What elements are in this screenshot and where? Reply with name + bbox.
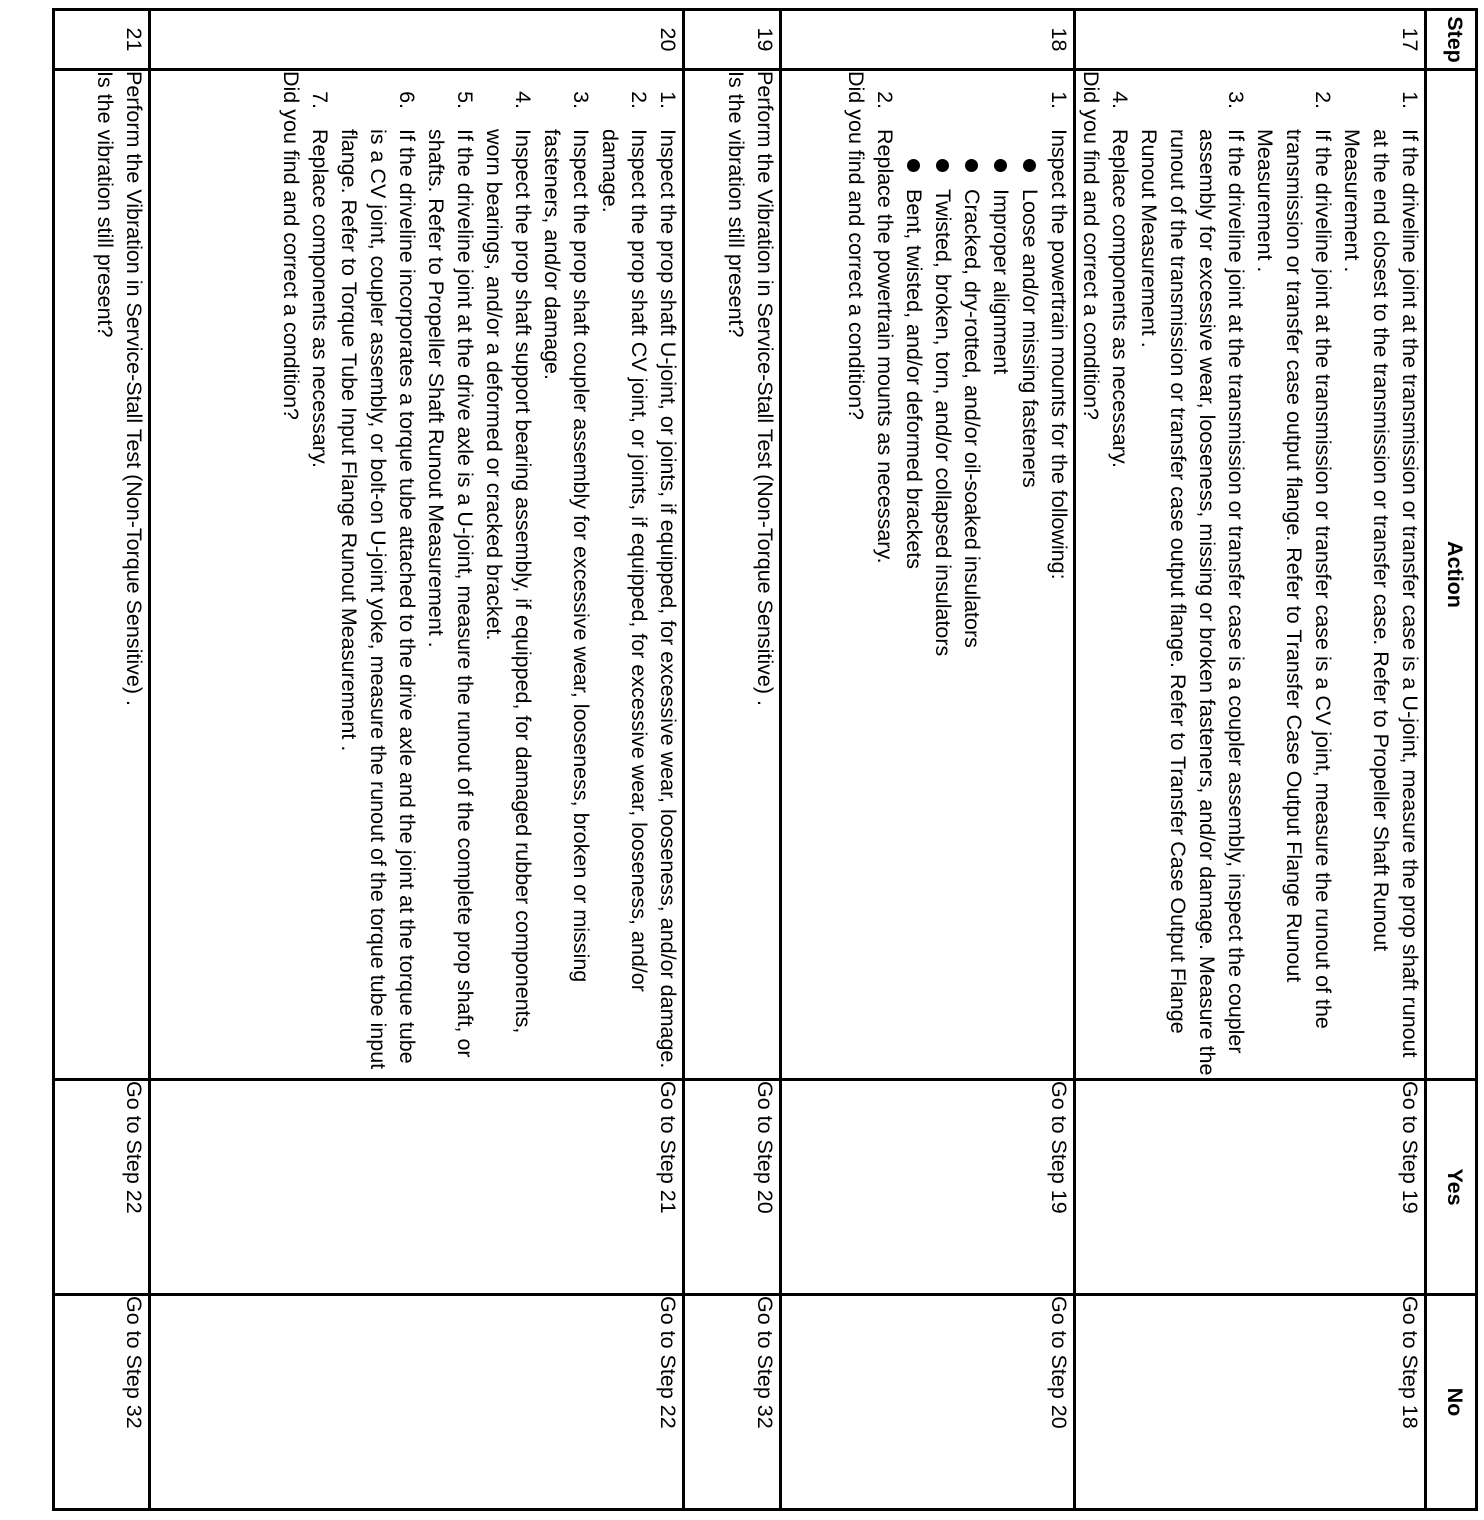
- action-item: [899, 115, 1073, 1078]
- step-number: 21: [54, 10, 150, 70]
- action-item: 7. Replace components as necessary.: [305, 115, 334, 1078]
- action-item: 3. If the driveline joint at the transmission or transfer case is a coupler assembly, inspect the coupler assembly for excessive wear, looseness, missing or broken fasteners, and/or damage. Measure the runout of the transmission or transfer case output flange. Refer to Transfer Case Output Flange Runout Measurement .: [1134, 115, 1250, 1078]
- action-text: Perform the Vibration in Service-Stall Test (Non-Torque Sensitive) .: [753, 71, 777, 706]
- action-item: 2. Inspect the prop shaft CV joint, or joints, if equipped, for excessive wear, looseness, and/or damage.: [595, 115, 653, 1078]
- action-list: [870, 71, 1073, 1078]
- yes-cell: Go to Step 19: [781, 1080, 1075, 1295]
- no-cell: Go to Step 22: [150, 1295, 684, 1510]
- action-item: 4. Inspect the prop shaft support bearing assembly, if equipped, for damaged rubber components, worn bearings, and/or a deformed or cracked bracket.: [479, 115, 537, 1078]
- action-list: [305, 71, 682, 1078]
- no-cell: Go to Step 32: [54, 1295, 150, 1510]
- question: Is the vibration still present?: [93, 71, 117, 338]
- table-row: [1075, 10, 1426, 1510]
- step-number: 20: [150, 10, 684, 70]
- action-item: 6. If the driveline incorporates a torque tube attached to the drive axle and the joint at the torque tube is a CV joint, coupler assembly, or bolt-on U-joint yoke, measure the runout of the torque tube input flange. Refer to Torque Tube Input Flange Runout Measurement .: [334, 115, 421, 1078]
- bullet-item: Cracked, dry-rotted, and/or oil-soaked insulators: [957, 159, 986, 1078]
- action-item: 3. Inspect the prop shaft coupler assembly for excessive wear, looseness, broken or missing fasteners, and/or damage.: [537, 115, 595, 1078]
- question: Did you find and correct a condition?: [844, 71, 868, 420]
- no-cell: Go to Step 20: [781, 1295, 1075, 1510]
- bullet-item: Twisted, broken, torn, and/or collapsed insulators: [928, 159, 957, 1078]
- action-cell: [781, 70, 1075, 1080]
- action-cell: [684, 70, 781, 1080]
- action-item: 1. If the driveline joint at the transmission or transfer case is a U-joint, measure the prop shaft runout at the end closest to the transmission or transfer case. Refer to Propeller Shaft Runout Measurement .: [1337, 115, 1424, 1078]
- table-header-row: [1426, 10, 1477, 1510]
- step-number: 19: [684, 10, 781, 70]
- action-text: Perform the Vibration in Service-Stall Test (Non-Torque Sensitive) .: [122, 71, 146, 706]
- step-number: 17: [1075, 10, 1426, 70]
- no-cell: Go to Step 18: [1075, 1295, 1426, 1510]
- yes-cell: Go to Step 21: [150, 1080, 684, 1295]
- no-cell: Go to Step 32: [684, 1295, 781, 1510]
- yes-cell: Go to Step 19: [1075, 1080, 1426, 1295]
- table-row: [54, 10, 150, 1510]
- action-item: 1. Inspect the prop shaft U-joint, or joints, if equipped, for excessive wear, looseness, and/or damage.: [653, 115, 682, 1078]
- question: Is the vibration still present?: [724, 71, 748, 338]
- action-cell: [54, 70, 150, 1080]
- bullet-item: Improper alignment: [986, 159, 1015, 1078]
- header-step: Step: [1426, 10, 1477, 70]
- question: Did you find and correct a condition?: [279, 71, 303, 420]
- bullet-item: Loose and/or missing fasteners: [1015, 159, 1044, 1078]
- table-row: [781, 10, 1075, 1510]
- yes-cell: Go to Step 20: [684, 1080, 781, 1295]
- table-row: [684, 10, 781, 1510]
- bullet-item: Bent, twisted, and/or deformed brackets: [899, 159, 928, 1078]
- action-item: 5. If the driveline joint at the drive axle is a U-joint, measure the runout of the complete prop shaft, or shafts. Refer to Propeller Shaft Runout Measurement .: [421, 115, 479, 1078]
- action-list: [1105, 71, 1424, 1078]
- header-no: No: [1426, 1295, 1477, 1510]
- question: Did you find and correct a condition?: [1079, 71, 1103, 420]
- yes-cell: Go to Step 22: [54, 1080, 150, 1295]
- action-item-text: Inspect the powertrain mounts for the following:: [1047, 129, 1071, 580]
- action-item: 2. Replace the powertrain mounts as necessary.: [870, 115, 899, 1078]
- action-item: 2. If the driveline joint at the transmission or transfer case is a CV joint, measure the runout of the transmission or transfer case output flange. Refer to Transfer Case Output Flange Runout Measurement .: [1250, 115, 1337, 1078]
- action-cell: [150, 70, 684, 1080]
- header-action: Action: [1426, 70, 1477, 1080]
- diagnostic-steps-table: [52, 8, 1478, 1511]
- action-cell: [1075, 70, 1426, 1080]
- action-item: 4. Replace components as necessary.: [1105, 115, 1134, 1078]
- step-number: 18: [781, 10, 1075, 70]
- bullet-list: [899, 129, 1044, 1078]
- table-row: [150, 10, 684, 1510]
- header-yes: Yes: [1426, 1080, 1477, 1295]
